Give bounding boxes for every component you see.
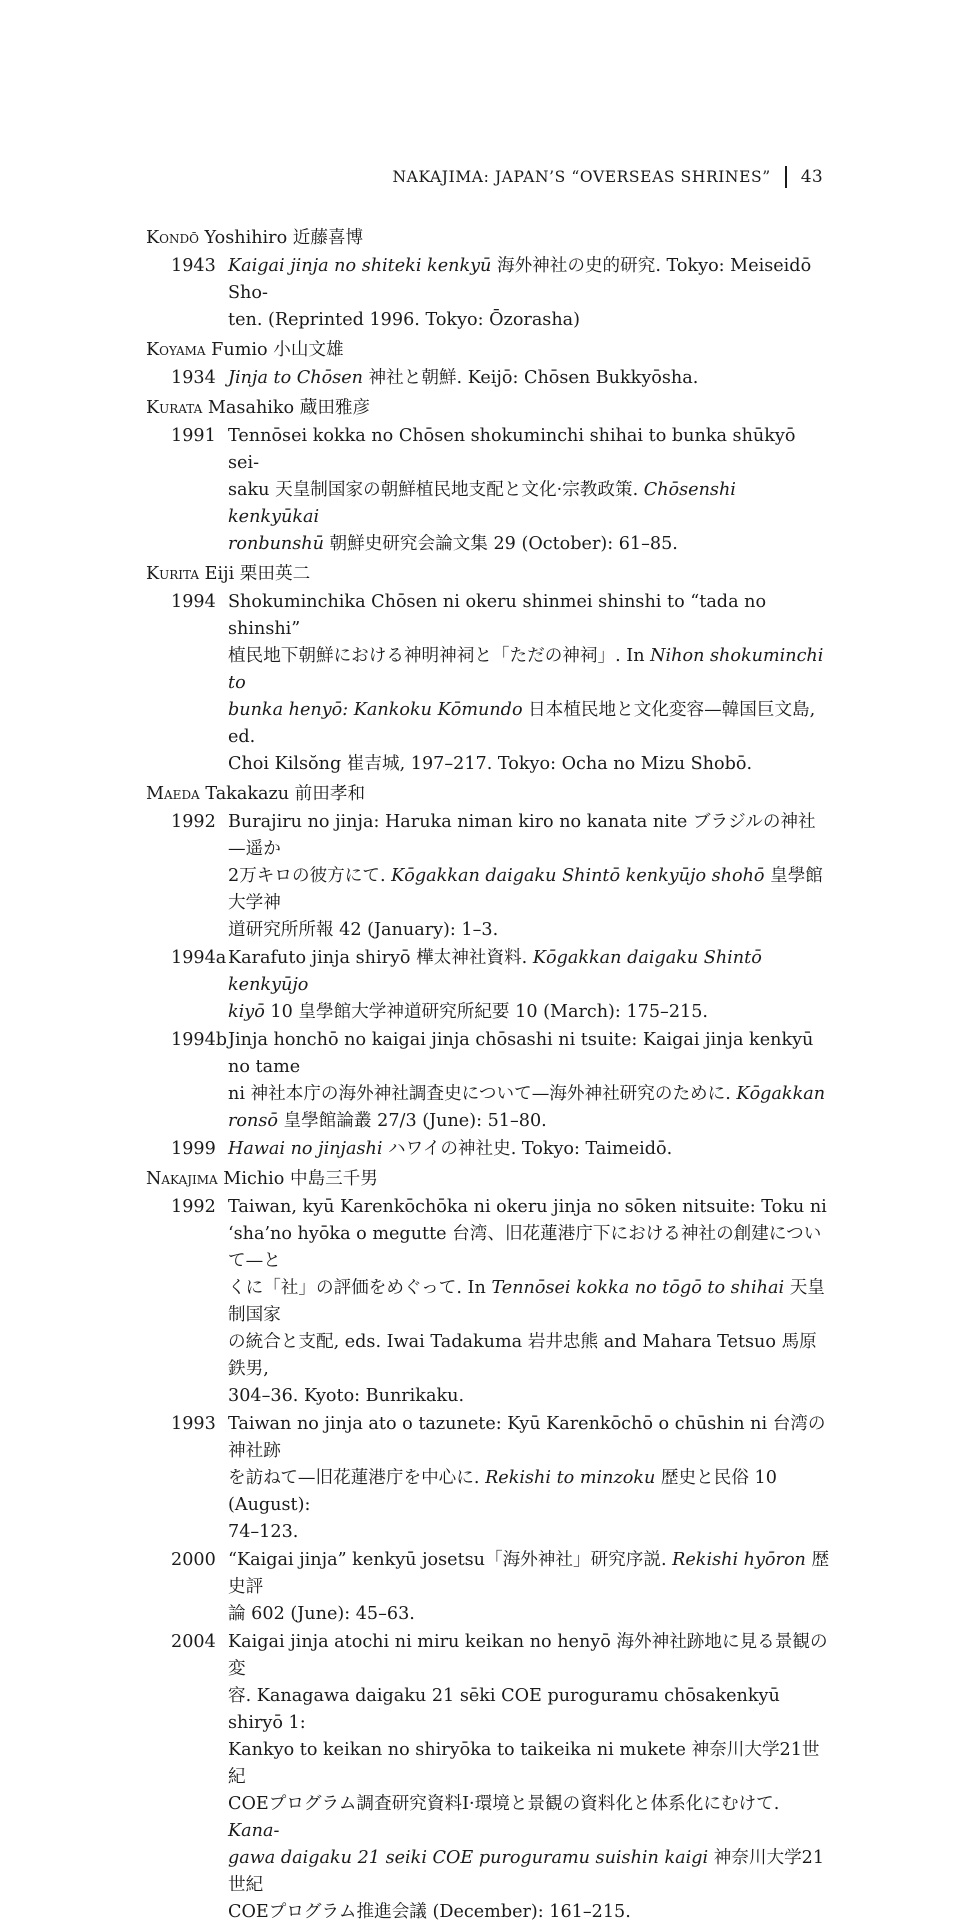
header-divider [785,166,787,188]
entry-text [228,1629,830,1926]
entry-line: Jinja honchō no kaigai jinja chōsashi ni tsuite: Kaigai jinja kenkyū no tame [228,1030,814,1077]
bibliography-entry [146,1629,830,1926]
entry-line: 2万キロの彼方にて. Kōgakkan daigaku Shintō kenkyūjo shohō 皇學館大学神 [228,866,823,913]
entry-year: 1934 [171,368,216,388]
entry-line: Jinja to Chōsen 神社と朝鮮. Keijō: Chōsen Bukkyōsha. [228,368,699,388]
entry-line: 植民地下朝鮮における神明神祠と「ただの神祠」. In Nihon shokuminchi to [228,646,824,693]
entry-line: Taiwan, kyū Karenkōchōka ni okeru jinja no sōken nitsuite: Toku ni [228,1197,827,1217]
bibliography-entry [146,1027,830,1135]
author-heading [146,395,830,422]
author-given-name: Masahiko 蔵田雅彦 [202,398,371,418]
bibliography-entry [146,945,830,1026]
entry-text [228,1411,830,1546]
entry-line: 304–36. Kyoto: Bunrikaku. [228,1386,465,1406]
entry-year: 1993 [171,1414,216,1434]
entry-line: saku 天皇制国家の朝鮮植民地支配と文化·宗教政策. Chōsenshi kenkyūkai [228,480,736,527]
entry-year: 1999 [171,1139,216,1159]
entry-line: を訪ねて—旧花蓮港庁を中心に. Rekishi to minzoku 歴史と民俗 10 (August): [228,1468,777,1515]
bibliography-entry [146,1194,830,1410]
running-header [393,166,824,188]
entry-line: の統合と支配, eds. Iwai Tadakuma 岩井忠熊 and Mahara Tetsuo 馬原鉄男, [228,1332,817,1379]
entry-line: 論 602 (June): 45–63. [228,1604,415,1624]
entry-line: Choi Kilsŏng 崔吉城, 197–217. Tokyo: Ocha no Mizu Shobō. [228,754,753,774]
bibliography-entry [146,1411,830,1546]
entry-text [228,423,830,558]
entry-line: Kaigai jinja no shiteki kenkyū 海外神社の史的研究. Tokyo: Meiseidō Sho- [228,256,812,303]
author-given-name: Yoshihiro 近藤喜博 [198,228,364,248]
author-surname: Maeda [146,784,200,804]
author-given-name: Takakazu 前田孝和 [199,784,366,804]
entry-line: Shokuminchika Chōsen ni okeru shinmei shinshi to “tada no shinshi” [228,592,767,639]
entry-text [228,1136,830,1163]
author-surname: Kurata [146,398,203,418]
entry-year: 2004 [171,1632,216,1652]
author-heading [146,337,830,364]
entry-text [228,945,830,1026]
bibliography-entry [146,1136,830,1163]
author-heading [146,225,830,252]
bibliography-entry [146,365,830,392]
author-heading [146,561,830,588]
entry-line: Kankyo to keikan no shiryōka to taikeika ni mukete 神奈川大学21世紀 [228,1740,820,1787]
entry-text [228,365,830,392]
entry-line: Hawai no jinjashi ハワイの神社史. Tokyo: Taimeidō. [228,1139,673,1159]
bibliography-list [146,222,830,1926]
entry-line: Kaigai jinja atochi ni miru keikan no henyō 海外神社跡地に見る景観の変 [228,1632,828,1679]
entry-line: gawa daigaku 21 seiki COE puroguramu suishin kaigi 神奈川大学21世紀 [228,1848,825,1895]
entry-text [228,589,830,778]
entry-line: ‘sha’no hyōka o megutte 台湾、旧花蓮港庁下における神社の創建について—と [228,1224,822,1271]
entry-line: 容. Kanagawa daigaku 21 sēki COE puroguramu chōsakenkyū shiryō 1: [228,1686,780,1733]
entry-line: Burajiru no jinja: Haruka niman kiro no kanata nite ブラジルの神社—遥か [228,812,816,859]
entry-line: bunka henyō: Kankoku Kōmundo 日本植民地と文化変容—韓国巨文島, ed. [228,700,816,747]
entry-year: 1992 [171,1197,216,1217]
entry-text [228,809,830,944]
entry-line: ronsō 皇學館論叢 27/3 (June): 51–80. [228,1111,547,1131]
author-given-name: Fumio 小山文雄 [205,340,344,360]
page-number: 43 [800,167,823,187]
entry-line: くに「社」の評価をめぐって. In Tennōsei kokka no tōgō to shihai 天皇制国家 [228,1278,825,1325]
entry-text [228,1547,830,1628]
bibliography-entry [146,589,830,778]
entry-line: kiyō 10 皇學館大学神道研究所紀要 10 (March): 175–215. [228,1002,708,1022]
bibliography-entry [146,809,830,944]
entry-year: 2000 [171,1550,216,1570]
entry-year: 1994a [171,948,227,968]
entry-line: COEプログラム調査研究資料I·環境と景観の資料化と体系化にむけて. Kana- [228,1794,780,1841]
entry-year: 1994 [171,592,216,612]
author-heading [146,781,830,808]
author-surname: Kondō [146,228,199,248]
entry-year: 1991 [171,426,216,446]
entry-line: “Kaigai jinja” kenkyū josetsu「海外神社」研究序説. Rekishi hyōron 歴史評 [228,1550,830,1597]
entry-year: 1943 [171,256,216,276]
author-heading [146,1166,830,1193]
entry-line: Taiwan no jinja ato o tazunete: Kyū Karenkōchō o chūshin ni 台湾の神社跡 [228,1414,826,1461]
entry-line: ronbunshū 朝鮮史研究会論文集 29 (October): 61–85. [228,534,678,554]
author-surname: Koyama [146,340,206,360]
bibliography-entry [146,1547,830,1628]
entry-year: 1992 [171,812,216,832]
entry-line: Karafuto jinja shiryō 樺太神社資料. Kōgakkan daigaku Shintō kenkyūjo [228,948,762,995]
author-given-name: Eiji 栗田英二 [199,564,311,584]
author-surname: Kurita [146,564,200,584]
entry-text [228,253,830,334]
entry-line: ten. (Reprinted 1996. Tokyo: Ōzorasha) [228,310,581,330]
bibliography-entry [146,253,830,334]
entry-year: 1994b [171,1030,228,1050]
entry-line: ni 神社本庁の海外神社調査史について—海外神社研究のために. Kōgakkan [228,1084,826,1104]
entry-line: Tennōsei kokka no Chōsen shokuminchi shihai to bunka shūkyō sei- [228,426,796,473]
bibliography-entry [146,423,830,558]
entry-text [228,1027,830,1135]
running-title: NAKAJIMA: JAPAN’S “OVERSEAS SHRINES” [392,168,771,186]
author-given-name: Michio 中島三千男 [217,1169,378,1189]
entry-line: 道研究所所報 42 (January): 1–3. [228,920,499,940]
entry-line: COEプログラム推進会議 (December): 161–215. [228,1902,631,1922]
entry-text [228,1194,830,1410]
author-surname: Nakajima [146,1169,218,1189]
entry-line: 74–123. [228,1522,299,1542]
